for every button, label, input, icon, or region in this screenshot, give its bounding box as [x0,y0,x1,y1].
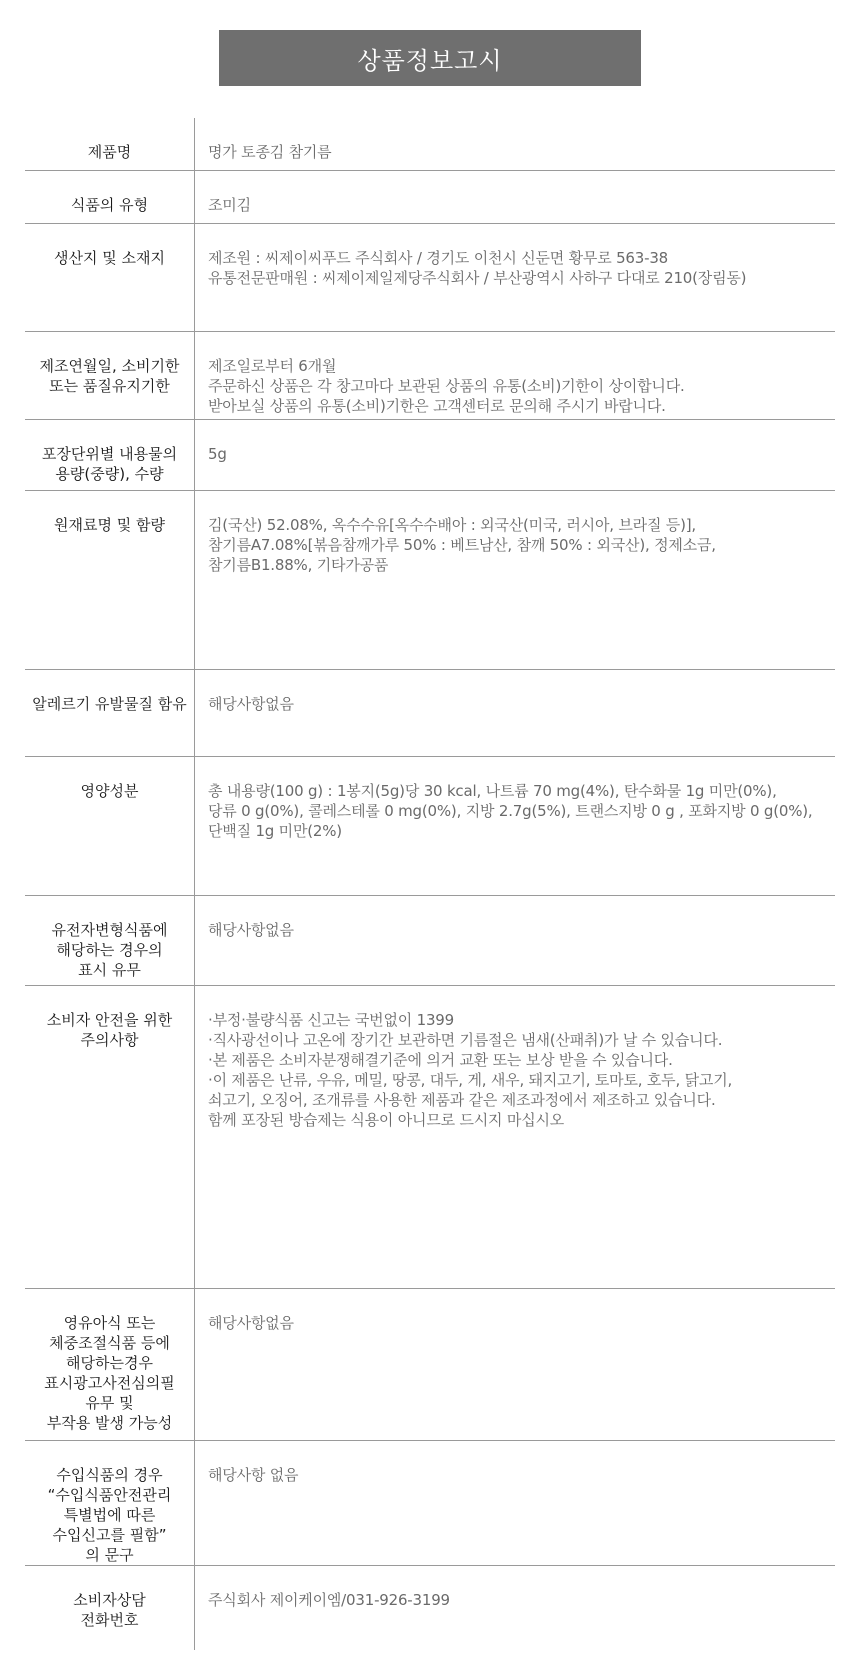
table-row [25,118,835,171]
table-row [25,1566,835,1650]
row-label: 영유아식 또는 체중조절식품 등에 해당하는경우 표시광고사전심의필 유무 및 부작용 발생 가능성 [25,1289,195,1440]
row-value: ·부정·불량식품 신고는 국번없이 1399 ·직사광선이나 고온에 장기간 보관하면 기름절은 냄새(산패취)가 날 수 있습니다. ·본 제품은 소비자분쟁해결기준에 의거 교환 또는 보상 받을 수 있습니다. ·이 제품은 난류, 우유, 메밀, 땅콩, 대두, 게, 새우, 돼지고기, 토마토, 호두, 닭고기, 쇠고기, 오징어, 조개류를 사용한 제품과 같은 제조과정에서 제조하고 있습니다. 함께 포장된 방습제는 식용이 아니므로 드시지 마십시오 [208,1011,733,1129]
row-value: 해당사항없음 [208,921,294,939]
row-label: 유전자변형식품에 해당하는 경우의 표시 유무 [25,896,195,985]
row-label: 포장단위별 내용물의 용량(중량), 수량 [25,420,195,490]
table-row [25,332,835,420]
row-label: 원재료명 및 함량 [25,491,195,669]
row-label: 식품의 유형 [25,171,195,223]
row-label: 영양성분 [25,757,195,895]
row-value: 총 내용량(100 g) : 1봉지(5g)당 30 kcal, 나트륨 70 mg(4%), 탄수화물 1g 미만(0%), 당류 0 g(0%), 콜레스테롤 0 mg(0%), 지방 2.7g(5%), 트랜스지방 0 g , 포화지방 0 g(0%), 단백질 1g 미만(2%) [208,782,813,840]
row-value: 명가 토종김 참기름 [208,143,332,161]
table-row [25,491,835,670]
row-label: 소비자상담 전화번호 [25,1566,195,1650]
row-value: 제조일로부터 6개월 주문하신 상품은 각 창고마다 보관된 상품의 유통(소비)기한이 상이합니다. 받아보실 상품의 유통(소비)기한은 고객센터로 문의해 주시기 바랍니다. [208,357,685,415]
table-row [25,1289,835,1441]
table-row [25,420,835,491]
row-value: 조미김 [208,196,251,214]
row-value: 제조원 : 씨제이씨푸드 주식회사 / 경기도 이천시 신둔면 황무로 563-38 유통전문판매원 : 씨제이제일제당주식회사 / 부산광역시 사하구 다대로 210(장림동) [208,249,747,287]
row-value: 해당사항없음 [208,1314,294,1332]
table-row [25,171,835,224]
row-label: 소비자 안전을 위한 주의사항 [25,986,195,1288]
table-row [25,1441,835,1566]
row-label: 제품명 [25,118,195,170]
row-label: 알레르기 유발물질 함유 [25,670,195,756]
table-row [25,896,835,986]
row-label: 수입식품의 경우 “수입식품안전관리 특별법에 따른 수입신고를 필함” 의 문구 [25,1441,195,1565]
row-label: 제조연월일, 소비기한 또는 품질유지기한 [25,332,195,419]
page-title: 상품정보고시 [219,30,641,86]
row-value: 5g [208,445,227,463]
table-row [25,224,835,332]
table-row [25,757,835,896]
product-info-table [25,118,835,1650]
table-row [25,670,835,757]
row-value: 해당사항없음 [208,695,294,713]
row-value: 김(국산) 52.08%, 옥수수유[옥수수배아 : 외국산(미국, 러시아, 브라질 등)], 참기름A7.08%[볶음참깨가루 50% : 베트남산, 참깨 50% : 외국산), 정제소금, 참기름B1.88%, 기타가공품 [208,516,716,574]
table-row [25,986,835,1289]
row-value: 해당사항 없음 [208,1466,299,1484]
row-label: 생산지 및 소재지 [25,224,195,331]
row-value: 주식회사 제이케이엠/031-926-3199 [208,1591,450,1609]
